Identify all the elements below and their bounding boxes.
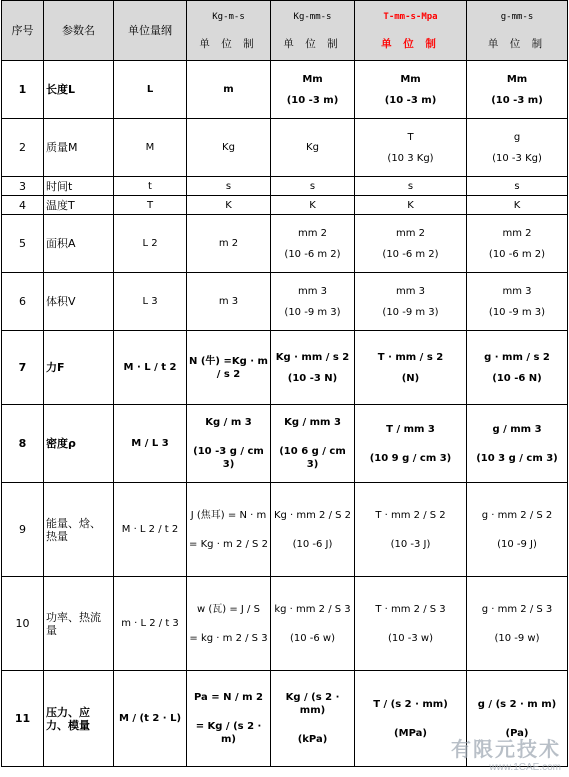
unit-text: kg · mm 2 / S 3 (274, 603, 351, 615)
unit-cell-sys4 (467, 405, 568, 483)
dimension: M · L / t 2 (114, 331, 187, 405)
row-number: 4 (2, 196, 44, 215)
unit-text: mm 3 (502, 285, 532, 297)
unit-text: (10 -6 J) (292, 538, 333, 550)
param-name: 力F (44, 331, 114, 405)
sys2-name: Kg-mm-s (293, 11, 332, 22)
unit-text: g (513, 131, 521, 143)
unit-text: mm 2 (502, 227, 532, 239)
unit-text: g · mm / s 2 (484, 351, 550, 363)
dimension: M (114, 119, 187, 177)
param-name: 面积A (44, 215, 114, 273)
unit-text: Kg · mm 2 / S 2 (273, 509, 352, 521)
unit-cell-sys2 (271, 119, 355, 177)
unit-text: (10 -3 w) (387, 632, 434, 644)
row-number: 9 (2, 483, 44, 577)
unit-text: s (225, 180, 232, 192)
dimension: T (114, 196, 187, 215)
sys3-name: T-mm-s-Mpa (383, 11, 438, 22)
unit-text: (10 3 g / cm 3) (476, 452, 558, 464)
dimension: M · L 2 / t 2 (114, 483, 187, 577)
unit-text: (10 -9 m 3) (382, 306, 439, 318)
table-row (2, 196, 568, 215)
unit-cell-sys2 (271, 483, 355, 577)
unit-text: K (225, 199, 232, 211)
unit-text: m 3 (218, 296, 239, 307)
unit-text: K (513, 199, 521, 211)
table-row (2, 215, 568, 273)
unit-text: (Pa) (505, 727, 529, 739)
header-no: 序号 (2, 1, 44, 61)
unit-text: (MPa) (394, 727, 427, 739)
unit-cell-sys3 (355, 331, 467, 405)
unit-text: (10 -3 Kg) (492, 152, 542, 164)
table-row (2, 483, 568, 577)
sys4-name: g-mm-s (500, 11, 534, 22)
table-row (2, 577, 568, 671)
unit-text: s (514, 180, 520, 192)
param-name: 压力、应力、模量 (44, 671, 114, 767)
unit-cell-sys4 (467, 483, 568, 577)
unit-text: w (瓦) = J / S (197, 603, 260, 615)
unit-text: Kg · mm / s 2 (275, 351, 350, 363)
unit-text: s (309, 180, 316, 192)
unit-text: m (223, 84, 234, 95)
unit-cell-sys1 (187, 119, 271, 177)
unit-cell-sys3 (355, 577, 467, 671)
unit-cell-sys2 (271, 196, 355, 215)
unit-cell-sys4 (467, 61, 568, 119)
unit-cell-sys4 (467, 577, 568, 671)
sys2-unit-label: 单 位 制 (283, 37, 342, 50)
unit-text: Kg / (s 2 · mm) (285, 692, 340, 716)
unit-text: mm 3 (297, 285, 328, 297)
unit-text: (N) (401, 372, 420, 384)
header-sys1 (187, 1, 271, 61)
unit-cell-sys1 (187, 196, 271, 215)
param-name: 温度T (44, 196, 114, 215)
unit-text: K (407, 199, 414, 211)
dimension: M / L 3 (114, 405, 187, 483)
header-sys4 (467, 1, 568, 61)
watermark (451, 733, 561, 773)
unit-cell-sys4 (467, 196, 568, 215)
unit-text: T · mm / s 2 (377, 351, 444, 363)
header-row (2, 1, 568, 61)
unit-cell-sys4 (467, 177, 568, 196)
header-sys2 (271, 1, 355, 61)
unit-cell-sys1 (187, 273, 271, 331)
unit-text: T · mm 2 / S 3 (375, 603, 446, 615)
unit-text: (10 -9 w) (494, 632, 540, 644)
unit-text: (10 -9 m 3) (488, 306, 546, 318)
unit-text: Mm (400, 73, 421, 85)
unit-cell-sys1 (187, 331, 271, 405)
param-name: 长度L (44, 61, 114, 119)
unit-cell-sys1 (187, 671, 271, 767)
param-name: 能量、焓、热量 (44, 483, 114, 577)
unit-text: g · mm 2 / S 3 (481, 603, 553, 615)
unit-cell-sys3 (355, 273, 467, 331)
unit-cell-sys3 (355, 119, 467, 177)
unit-cell-sys1 (187, 61, 271, 119)
dimension: t (114, 177, 187, 196)
sys4-unit-label: 单 位 制 (487, 37, 547, 50)
unit-text: J (焦耳) = N · m (190, 509, 267, 521)
param-name: 密度ρ (44, 405, 114, 483)
unit-cell-sys1 (187, 215, 271, 273)
unit-text: (10 -6 m 2) (488, 248, 546, 260)
unit-text: (10 -3 N) (287, 372, 338, 384)
unit-text: (10 -3 m) (491, 94, 543, 106)
unit-cell-sys1 (187, 177, 271, 196)
dimension: L 2 (114, 215, 187, 273)
unit-cell-sys2 (271, 61, 355, 119)
unit-cell-sys2 (271, 405, 355, 483)
dimension: M / (t 2 · L) (114, 671, 187, 767)
unit-text: Kg / mm 3 (284, 417, 341, 428)
unit-text: mm 2 (297, 227, 328, 239)
unit-system-table (1, 0, 568, 767)
unit-text: T / (s 2 · mm) (373, 698, 448, 710)
unit-cell-sys1 (187, 405, 271, 483)
unit-cell-sys3 (355, 671, 467, 767)
unit-cell-sys1 (187, 577, 271, 671)
sys3-unit-label: 单 位 制 (381, 37, 440, 50)
unit-cell-sys3 (355, 61, 467, 119)
unit-text: (10 -9 m 3) (284, 306, 341, 318)
unit-text: Mm (506, 73, 528, 85)
unit-cell-sys3 (355, 196, 467, 215)
sys1-unit-label: 单 位 制 (199, 37, 258, 50)
unit-text: (10 -9 J) (497, 538, 537, 550)
dimension: L 3 (114, 273, 187, 331)
table-row (2, 61, 568, 119)
row-number: 2 (2, 119, 44, 177)
row-number: 5 (2, 215, 44, 273)
unit-text: (kPa) (297, 734, 328, 745)
unit-text: Kg (222, 142, 235, 153)
row-number: 8 (2, 405, 44, 483)
unit-text: (10 -3 J) (390, 538, 431, 550)
unit-text: m 2 (218, 238, 239, 249)
unit-cell-sys2 (271, 273, 355, 331)
watermark-url: www.1CAE.com (489, 762, 561, 773)
unit-text: Kg (306, 142, 319, 153)
unit-text: (10 -6 m 2) (284, 248, 341, 260)
unit-text: (10 -3 m) (286, 94, 339, 106)
unit-text: = Kg · m 2 / S 2 (189, 538, 268, 550)
unit-text: mm 2 (395, 227, 426, 239)
unit-text: K (309, 199, 316, 211)
sys1-name: Kg-m-s (212, 11, 245, 22)
param-name: 时间t (44, 177, 114, 196)
unit-text: Mm (302, 73, 323, 85)
unit-text: T / mm 3 (386, 423, 435, 435)
unit-text: (10 -6 w) (289, 632, 336, 644)
unit-text: s (407, 180, 414, 192)
unit-cell-sys2 (271, 331, 355, 405)
unit-text: (10 3 Kg) (387, 152, 434, 164)
unit-text: Kg / m 3 (205, 417, 252, 428)
row-number: 7 (2, 331, 44, 405)
dimension: L (114, 61, 187, 119)
unit-text: T (407, 131, 414, 143)
unit-cell-sys4 (467, 119, 568, 177)
table-body (2, 61, 568, 767)
table-row (2, 273, 568, 331)
unit-text: (10 -3 g / cm 3) (193, 446, 264, 470)
unit-text: (10 6 g / cm 3) (279, 446, 346, 470)
unit-cell-sys4 (467, 273, 568, 331)
header-sys3 (355, 1, 467, 61)
row-number: 3 (2, 177, 44, 196)
unit-text: g · mm 2 / S 2 (481, 509, 553, 521)
header-dim: 单位量纲 (114, 1, 187, 61)
unit-text: g / (s 2 · m m) (477, 698, 557, 710)
unit-cell-sys3 (355, 483, 467, 577)
param-name: 体积V (44, 273, 114, 331)
unit-cell-sys2 (271, 177, 355, 196)
row-number: 1 (2, 61, 44, 119)
table-row (2, 119, 568, 177)
unit-cell-sys1 (187, 483, 271, 577)
unit-text: mm 3 (395, 285, 426, 297)
unit-text: (10 -3 m) (384, 94, 437, 106)
unit-text: Pa = N / m 2 (194, 692, 263, 703)
param-name: 质量M (44, 119, 114, 177)
table-row (2, 331, 568, 405)
table-row (2, 177, 568, 196)
row-number: 11 (2, 671, 44, 767)
unit-text: g / mm 3 (492, 423, 542, 435)
header-param: 参数名 (44, 1, 114, 61)
param-name: 功率、热流量 (44, 577, 114, 671)
unit-cell-sys3 (355, 215, 467, 273)
unit-cell-sys2 (271, 215, 355, 273)
unit-cell-sys2 (271, 671, 355, 767)
row-number: 10 (2, 577, 44, 671)
unit-cell-sys3 (355, 177, 467, 196)
unit-text: = kg · m 2 / S 3 (189, 632, 268, 644)
dimension: m · L 2 / t 3 (114, 577, 187, 671)
watermark-title: 有限元技术 (451, 739, 561, 761)
row-number: 6 (2, 273, 44, 331)
unit-cell-sys2 (271, 577, 355, 671)
unit-text: T · mm 2 / S 2 (375, 509, 446, 521)
unit-text: (10 -6 m 2) (382, 248, 439, 260)
unit-cell-sys3 (355, 405, 467, 483)
unit-text: = Kg / (s 2 · m) (195, 721, 262, 745)
unit-cell-sys4 (467, 215, 568, 273)
table-row (2, 405, 568, 483)
unit-text: (10 9 g / cm 3) (369, 452, 452, 464)
unit-text: N (牛) =Kg · m / s 2 (189, 355, 268, 380)
unit-text: (10 -6 N) (492, 372, 542, 384)
unit-cell-sys4 (467, 331, 568, 405)
